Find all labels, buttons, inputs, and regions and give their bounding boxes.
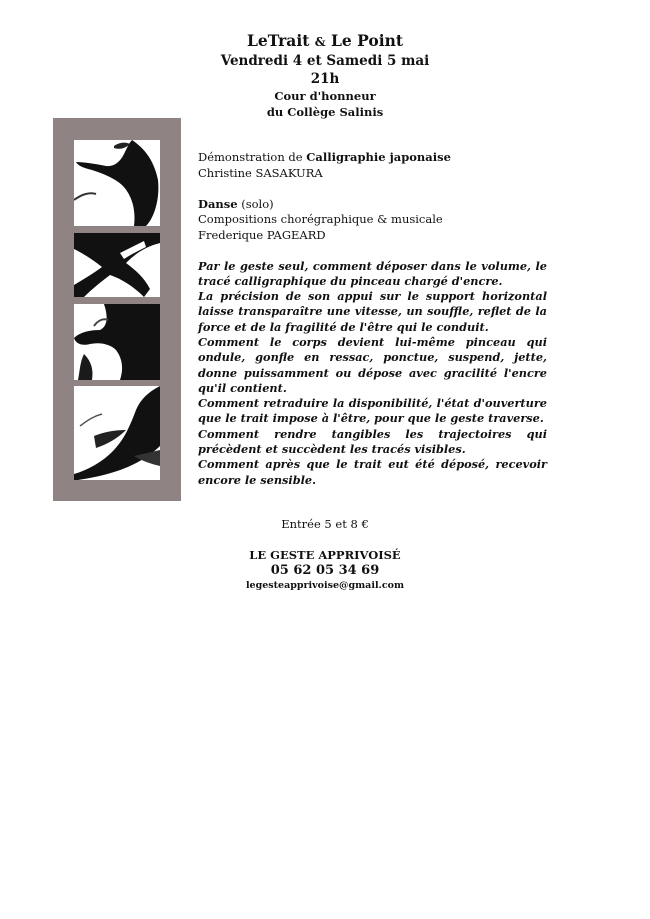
description-paragraph: Par le geste seul, comment déposer dans le volume, le tracé calligraphique du pinceau chargé d'encre.: [198, 258, 547, 288]
organizer-name: LE GESTE APPRIVOISÉ: [249, 548, 401, 562]
dance-suffix: (solo): [237, 196, 274, 211]
photo-strip: [53, 118, 181, 501]
dancer-photo-4: [74, 386, 160, 480]
dancer-photo-2: [74, 233, 160, 297]
dance-artist: Frederique PAGEARD: [198, 227, 326, 242]
description: [198, 259, 547, 488]
description-paragraph: Comment retraduire la disponibilité, l'état d'ouverture que le trait impose à l'être, pour que le geste traverse.: [198, 396, 547, 426]
dance-title: Danse: [198, 196, 238, 211]
demo-artist: Christine SASAKURA: [198, 165, 323, 180]
demo-title: Calligraphie japonaise: [306, 150, 451, 164]
venue-line-1: Cour d'honneur: [274, 89, 376, 103]
demo-block: [198, 150, 547, 181]
organizer-phone: 05 62 05 34 69: [270, 563, 380, 578]
dance-subtitle: Compositions chorégraphique & musicale: [198, 212, 443, 226]
title-ampersand: &: [314, 35, 326, 49]
description-paragraph: Comment rendre tangibles les trajectoires qui précèdent et succèdent les tracés visibles.: [198, 426, 547, 457]
poster-header: [0, 31, 650, 120]
event-time: 21h: [310, 71, 340, 87]
event-dates: Vendredi 4 et Samedi 5 mai: [220, 53, 430, 69]
dance-block: [198, 197, 547, 244]
title-part-2: Le Point: [325, 31, 404, 50]
description-paragraph: Comment après que le trait eut été déposé, recevoir encore le sensible.: [198, 457, 547, 487]
dance-line: [198, 197, 547, 213]
dancer-photo-1: [74, 140, 160, 226]
dancer-photo-3: [74, 304, 160, 380]
program-text: [198, 150, 547, 488]
demo-line: [198, 150, 547, 166]
venue-line-2: du Collège Salinis: [266, 105, 384, 119]
entry-price: Entrée 5 et 8 €: [281, 517, 369, 531]
demo-prefix: Démonstration de: [198, 150, 307, 164]
poster-title: [0, 31, 650, 52]
description-paragraph: La précision de son appui sur le support horizontal laisse transparaître une vitesse, un souffle, reflet de la force et de la fragilité de l'être qui le conduit.: [198, 289, 547, 334]
description-paragraph: Comment le corps devient lui-même pinceau qui ondule, gonfle en ressac, ponctue, suspend, jette, donne puissamment ou dépose avec gracilité l'encre qu'il contient.: [198, 334, 547, 395]
organizer-email: legesteapprivoise@gmail.com: [245, 580, 405, 591]
title-part-1: LeTrait: [246, 31, 315, 50]
